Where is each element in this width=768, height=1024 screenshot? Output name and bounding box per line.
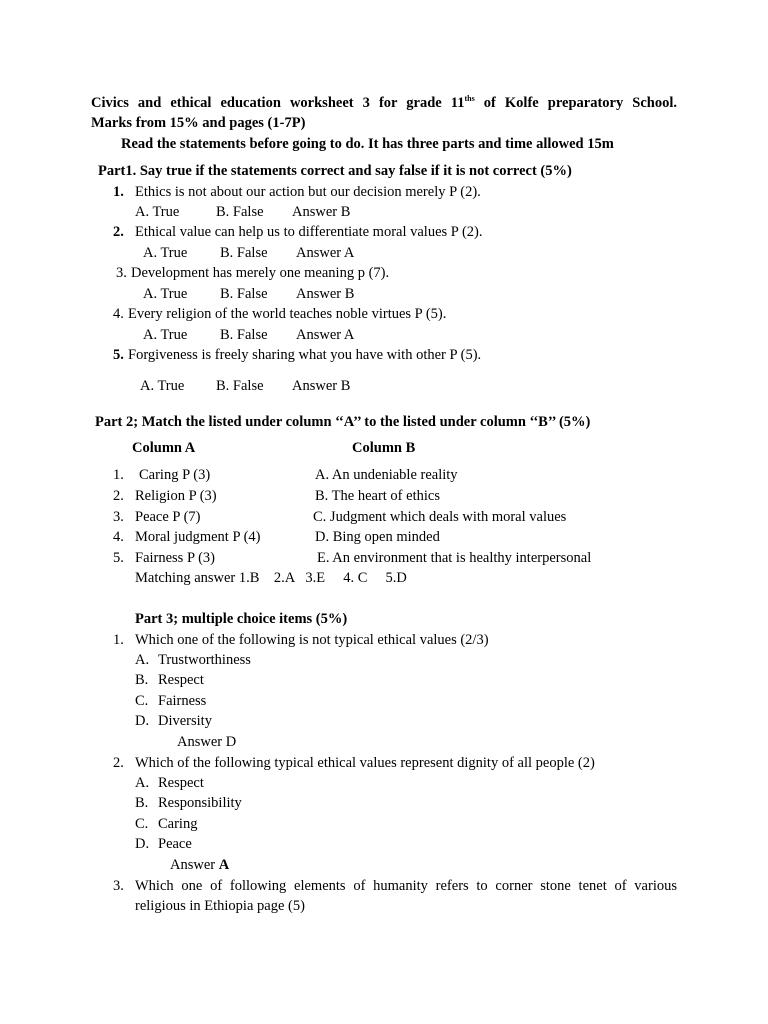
q4-option-a: A. True <box>143 327 188 343</box>
q3-option-b: B. False <box>220 286 268 302</box>
q3-answer: Answer B <box>296 286 355 302</box>
match-row-2-col-a: Religion P (3) <box>135 488 217 504</box>
q2-number: 2. <box>113 224 124 240</box>
mc-q1-option-c: Fairness <box>158 693 207 709</box>
q5-option-a: A. True <box>140 378 185 394</box>
q5-option-b: B. False <box>216 378 264 394</box>
q2-option-a: A. True <box>143 245 188 261</box>
match-row-2-col-b: B. The heart of ethics <box>315 488 440 504</box>
match-row-5-col-a: Fairness P (3) <box>135 550 216 566</box>
q1-text: Ethics is not about our action but our decision merely P (2). <box>135 184 481 200</box>
q4-option-b: B. False <box>220 327 268 343</box>
q2-answer: Answer A <box>296 245 355 261</box>
marks-info: Marks from 15% and pages (1-7P) <box>91 115 306 131</box>
mc-q2-letter-c: C. <box>135 816 149 832</box>
match-row-3-col-a: Peace P (7) <box>135 509 201 525</box>
mc-q1-text: Which one of the following is not typical ethical values (2/3) <box>135 632 489 648</box>
mc-q2-text: Which of the following typical ethical values represent dignity of all people (2) <box>135 755 595 771</box>
mc-q1-option-a: Trustworthiness <box>158 652 251 668</box>
match-row-5-number: 5. <box>113 550 124 566</box>
q4-number: 4. <box>113 306 124 322</box>
mc-q1-letter-b: B. <box>135 672 149 688</box>
part1-title: Part1. Say true if the statements correct and say false if it is not correct (5%) <box>98 163 572 179</box>
q2-option-b: B. False <box>220 245 268 261</box>
q3-number: 3. <box>116 265 127 281</box>
mc-q2-option-c: Caring <box>158 816 198 832</box>
q1-number: 1. <box>113 184 124 200</box>
q5-text: Forgiveness is freely sharing what you have with other P (5). <box>128 347 482 363</box>
q3-text: Development has merely one meaning p (7). <box>131 265 390 281</box>
match-row-4-col-a: Moral judgment P (4) <box>135 529 261 545</box>
instructions: Read the statements before going to do. It has three parts and time allowed 15m <box>121 136 614 152</box>
mc-q1-letter-d: D. <box>135 713 150 729</box>
mc-q3-text-line1: Which one of following elements of humanity refers to corner stone tenet of various <box>135 878 677 894</box>
q2-text: Ethical value can help us to differentiate moral values P (2). <box>135 224 483 240</box>
part3-title: Part 3; multiple choice items (5%) <box>135 611 348 627</box>
match-row-2-number: 2. <box>113 488 124 504</box>
mc-q2-letter-d: D. <box>135 836 150 852</box>
matching-answer: Matching answer 1.B 2.A 3.E 4. C 5.D <box>135 570 407 586</box>
q4-answer: Answer A <box>296 327 355 343</box>
match-row-5-col-b: E. An environment that is healthy interpersonal <box>317 550 592 566</box>
mc-q1-number: 1. <box>113 632 124 648</box>
mc-q1-letter-a: A. <box>135 652 150 668</box>
q1-option-b: B. False <box>216 204 264 220</box>
mc-q1-option-d: Diversity <box>158 713 212 729</box>
q3-option-a: A. True <box>143 286 188 302</box>
match-row-1-number: 1. <box>113 467 124 483</box>
mc-q1-option-b: Respect <box>158 672 204 688</box>
mc-q2-option-a: Respect <box>158 775 204 791</box>
mc-q2-number: 2. <box>113 755 124 771</box>
mc-q2-letter-a: A. <box>135 775 150 791</box>
mc-q1-letter-c: C. <box>135 693 149 709</box>
match-row-3-col-b: C. Judgment which deals with moral values <box>313 509 567 525</box>
q1-option-a: A. True <box>135 204 180 220</box>
match-row-4-number: 4. <box>113 529 124 545</box>
q4-text: Every religion of the world teaches noble virtues P (5). <box>128 306 447 322</box>
column-b-heading: Column B <box>352 440 416 456</box>
column-a-heading: Column A <box>132 440 196 456</box>
match-row-3-number: 3. <box>113 509 124 525</box>
mc-q2-letter-b: B. <box>135 795 149 811</box>
match-row-1-col-a: Caring P (3) <box>139 467 211 483</box>
match-row-4-col-b: D. Bing open minded <box>315 529 440 545</box>
mc-q3-text-line2: religious in Ethiopia page (5) <box>135 898 305 914</box>
match-row-1-col-b: A. An undeniable reality <box>315 467 458 483</box>
mc-q2-answer: Answer A <box>170 857 230 873</box>
mc-q2-option-d: Peace <box>158 836 192 852</box>
mc-q1-answer: Answer D <box>177 734 237 750</box>
mc-q3-number: 3. <box>113 878 124 894</box>
mc-q2-option-b: Responsibility <box>158 795 242 811</box>
worksheet-title: Civics and ethical education worksheet 3 for grade $11^{ths}$ of Kolfe preparatory School. <box>91 94 677 111</box>
q5-answer: Answer B <box>292 378 351 394</box>
q5-number: 5. <box>113 347 124 363</box>
q1-answer: Answer B <box>292 204 351 220</box>
part2-title: Part 2; Match the listed under column ‘‘A’’ to the listed under column ‘‘B’’ (5%) <box>95 414 591 430</box>
